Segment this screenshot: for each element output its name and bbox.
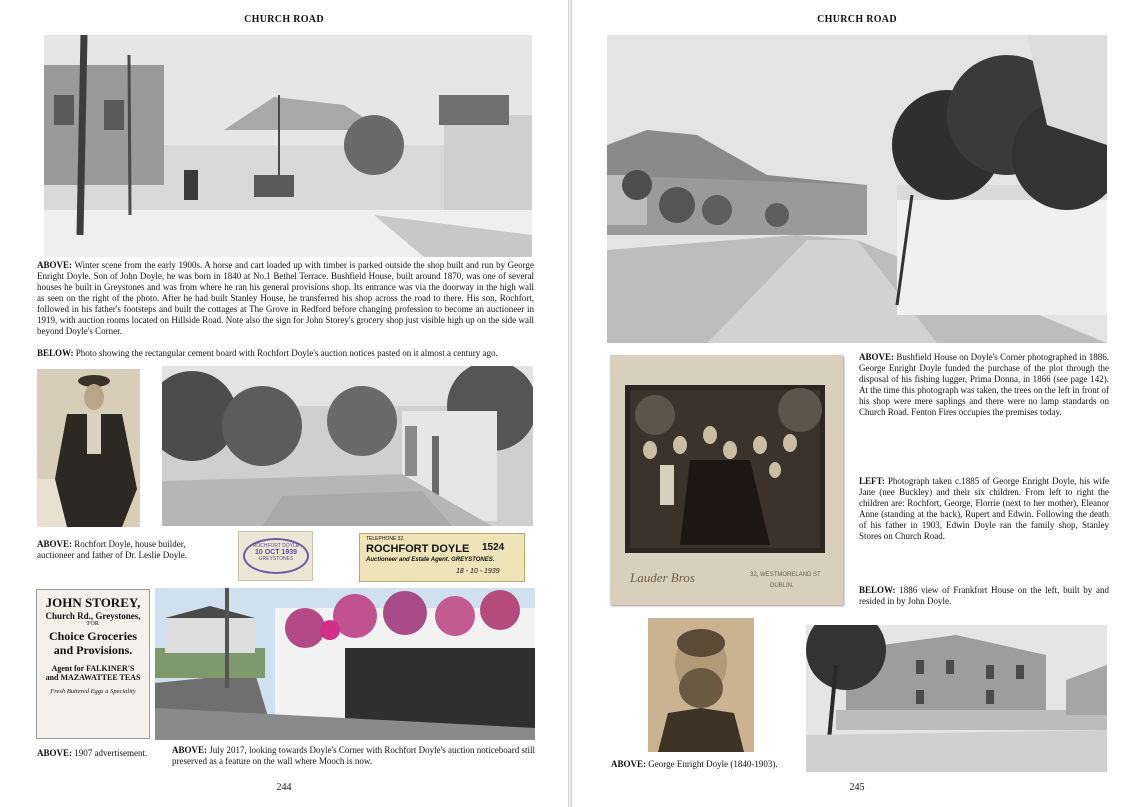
stamp-oval-town: GREYSTONES	[258, 556, 294, 562]
frankfort-house-photo	[806, 625, 1107, 772]
rochfort-caption: ABOVE: Rochfort Doyle, house builder, auctioneer and father of Dr. Leslie Doyle.	[37, 539, 187, 560]
rochfort-doyle-portrait	[37, 369, 140, 527]
stamp-oval-name: ROCHFORT DOYLE	[252, 543, 300, 549]
page-header: CHURCH ROAD	[817, 14, 897, 25]
noticeboard-caption: BELOW: Photo showing the rectangular cement board with Rochfort Doyle's auction notices pasted on it almost a century ago.	[37, 348, 498, 358]
letterhead-telephone: TELEPHONE 32.	[366, 536, 405, 542]
noticeboard-street-photo	[162, 366, 533, 526]
bushfield-house-caption: ABOVE: Bushfield House on Doyle's Corner photographed in 1886. George Enright Doyle funded the purchase of the plot through the disposal of his fishing lugger, Prima Donna, in 1866 (see page 142). At the time this photograph was taken, the trees on the left in front of his shop were mere saplings and there were no lamp standards on Church Road. Fenton Fires occupies the premises today.	[859, 352, 1110, 417]
mount-studio-name: Lauder Bros	[630, 570, 695, 585]
letterhead-name: ROCHFORT DOYLE	[366, 543, 470, 555]
letterhead-role: Auctioneer and Estate Agent. GREYSTONES.	[366, 557, 495, 563]
left-page	[0, 0, 568, 807]
winter-scene-photo	[44, 35, 532, 257]
oval-stamp-mark	[243, 538, 309, 574]
page-header: CHURCH ROAD	[244, 14, 324, 25]
stamp-oval-date: 10 OCT 1939	[254, 549, 298, 556]
ad-line-address: Church Rd., Greystones,	[45, 610, 141, 621]
page-number-245: 245	[849, 782, 865, 793]
john-storey-advertisement	[36, 589, 150, 739]
auction-date-stamp	[238, 531, 313, 581]
frankfort-house-caption: BELOW: 1886 view of Frankfort House on the left, built by and resided in by John Doyle.	[859, 585, 1110, 606]
mount-city: DUBLIN.	[770, 583, 794, 589]
george-enright-doyle-portrait	[648, 618, 754, 752]
doyle-family-mount	[610, 355, 843, 605]
george-portrait-caption: ABOVE: George Enright Doyle (1840-1903).	[611, 759, 778, 769]
winter-scene-caption: ABOVE: Winter scene from the early 1900s. A horse and cart loaded up with timber is parked outside the shop built and run by George Enright Doyle. Son of John Doyle, he was born in 1840 at No.1 Bethel Terrace. Bushfield House, built around 1870, was one of several houses he built in Greystones and was from where he ran his general provisions shop. Its entrance was via the doorway in the high wall as seen on the right of the photo. After he had built Stanley House, he transferred his shop across the road to there. His son, Rochfort, followed in his father's footsteps and built the cottages at The Grove in Redford before changing profession to become an auctioneer in 1919, with auction rooms located on Hillside Road. Note also the sign for John Storey's grocery shop just visible high up on the side wall beyond Doyle's Corner.	[37, 260, 535, 336]
ad-line-for: FOR	[87, 621, 99, 628]
bushfield-house-photo	[607, 35, 1107, 343]
ad-line-name: JOHN STOREY,	[45, 595, 141, 610]
ad-line-teas: and MAZAWATTEE TEAS	[45, 672, 141, 682]
letterhead-date: 18 - 10 - 1939	[456, 568, 500, 575]
page-number-244: 244	[276, 782, 292, 793]
advertisement-caption: ABOVE: 1907 advertisement.	[37, 748, 148, 758]
family-photo-caption: LEFT: Photograph taken c.1885 of George Enright Doyle, his wife Jane (nee Buckley) and their six children. From left to right the children are: Rochfort, George, Florrie (next to her mother), Eleanor Anne (standing at the back), Rupert and Edwin. Following the death of his father in 1903, Edwin Doyle ran the family shop, Stanley Stores on Church Road.	[859, 476, 1109, 541]
mount-address: 32, WESTMORELAND ST	[750, 572, 821, 578]
auctioneer-letterhead	[359, 533, 525, 582]
right-page	[572, 0, 1142, 807]
doyles-corner-2017-caption: ABOVE: July 2017, looking towards Doyle's Corner with Rochfort Doyle's auction noticeboard still preserved as a feature on the wall where Mooch is now.	[172, 745, 535, 766]
ad-line-provisions: and Provisions.	[53, 642, 133, 657]
doyles-corner-2017-photo	[155, 588, 535, 740]
ad-line-groceries: Choice Groceries	[48, 629, 138, 644]
letterhead-number: 1524	[482, 542, 505, 553]
ad-line-eggs: Fresh Buttered Eggs a Speciality	[50, 688, 136, 696]
ad-line-agent: Agent for FALKINER'S	[51, 663, 135, 673]
